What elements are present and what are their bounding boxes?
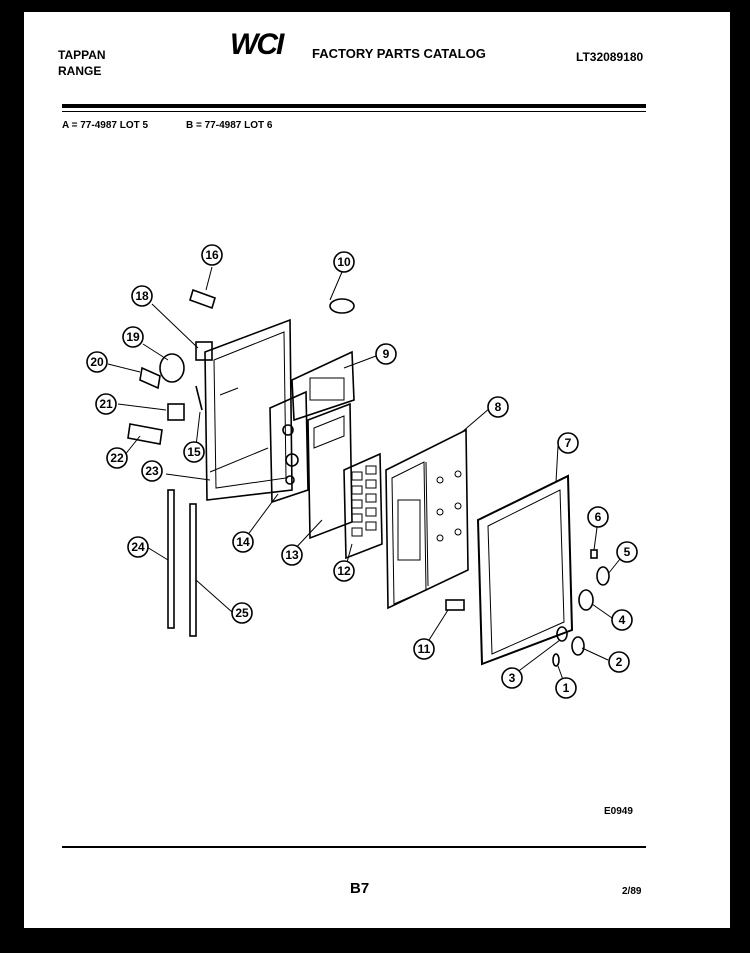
clip-part-6 <box>591 550 597 558</box>
part-22 <box>128 424 162 444</box>
footer-rule <box>62 846 646 848</box>
callout-label: 20 <box>90 355 104 369</box>
switch-part-11 <box>446 600 464 610</box>
callout-label: 7 <box>564 436 572 450</box>
knob-part-4 <box>579 590 593 610</box>
catalog-title: FACTORY PARTS CATALOG <box>312 46 486 61</box>
callout-label: 12 <box>337 564 351 578</box>
callout-label: 9 <box>382 347 390 361</box>
part-15 <box>196 386 202 410</box>
revision-date: 2/89 <box>622 886 642 897</box>
part-10 <box>330 299 354 313</box>
callout-label: 2 <box>615 655 623 669</box>
model-b-label: B = 77-4987 LOT 6 <box>186 120 273 131</box>
wci-logo: WCI <box>230 28 283 61</box>
callout-label: 24 <box>131 540 145 554</box>
screw-part-1 <box>553 654 559 666</box>
callout-label: 3 <box>508 671 516 685</box>
page-number: B7 <box>350 880 370 897</box>
callout-label: 18 <box>135 289 149 303</box>
callout-label: 10 <box>337 255 351 269</box>
part-21 <box>168 404 184 420</box>
callout-label: 4 <box>618 613 626 627</box>
product-line: RANGE <box>58 64 102 78</box>
callout-label: 15 <box>187 445 201 459</box>
brand-name: TAPPAN <box>58 48 106 62</box>
callout-label: 21 <box>99 397 113 411</box>
trim-strip-24 <box>168 490 174 628</box>
callout-label: 13 <box>285 548 299 562</box>
trim-strip-25 <box>190 504 196 636</box>
callout-label: 19 <box>126 330 140 344</box>
callout-label: 5 <box>623 545 631 559</box>
callout-label: 11 <box>417 642 431 656</box>
model-a-label: A = 77-4987 LOT 5 <box>62 120 149 131</box>
callout-label: 16 <box>205 248 219 262</box>
callout-label: 8 <box>494 400 502 414</box>
callout-label: 6 <box>594 510 602 524</box>
knob-part-2 <box>572 637 584 655</box>
callout-label: 25 <box>235 606 249 620</box>
part-20 <box>140 368 160 388</box>
control-panel-frame <box>205 320 292 500</box>
part-19 <box>160 354 184 382</box>
knob-part-5 <box>597 567 609 585</box>
callout-label: 14 <box>236 535 250 549</box>
callout-label: 23 <box>145 464 159 478</box>
catalog-number: LT32089180 <box>576 50 644 64</box>
callout-label: 22 <box>110 451 124 465</box>
part-16 <box>190 290 215 308</box>
callout-label: 1 <box>562 681 570 695</box>
diagram-code: E0949 <box>604 806 633 817</box>
circuit-board <box>270 392 308 502</box>
control-bracket <box>292 352 354 420</box>
